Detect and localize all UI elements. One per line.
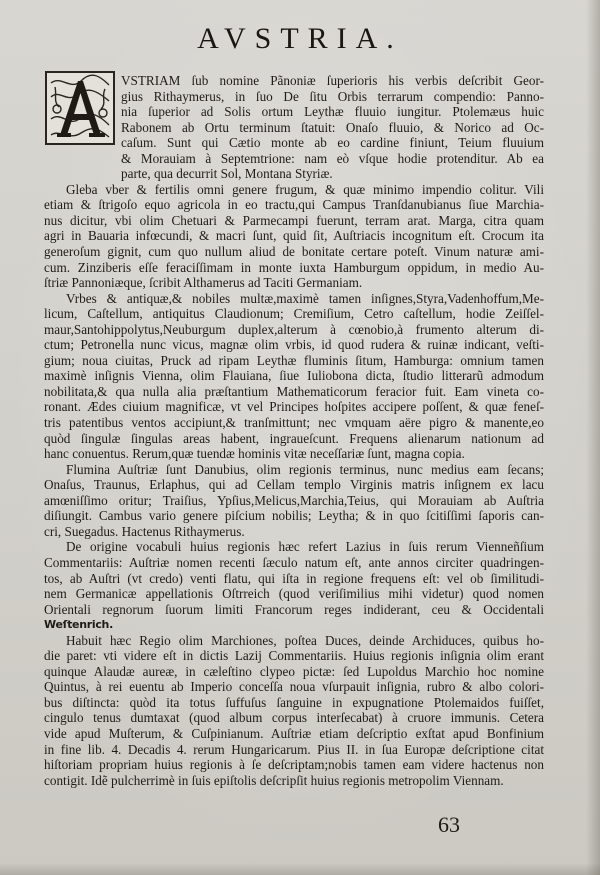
text-line: ronant. Ædes ciuium magnificæ, vt vel Principes hoſpites accipere poſſent, & quæ feneſ-: [44, 399, 544, 415]
text-line: quinque Alaudæ aureæ, in cæleſtino clypeo pictæ: ſed Lupoldus Marchio hoc nomine: [44, 663, 544, 679]
text-line: etiam & ſtrigoſo equo agricola in eo tractu,qui Campus Tranſdanubianus ſiue Marchia-: [44, 197, 544, 213]
text-line: maximè inſignis Vienna, olim Flauiana, ſiue Iuliobona dicta, ſtudio litterarũ admodum: [44, 368, 544, 384]
text-line: gium; noua ciuitas, Pruck ad ripam Leythæ fluminis ſitum, Hamburga: omnium tamen: [44, 352, 544, 368]
text-line: & Morauiam à Septemtrione: nam eò vſque hodie protenditur. Ab ea: [121, 150, 544, 166]
text-line: in fine lib. 4. Decadis 4. rerum Hungaricarum. Pius II. in ſua Europæ deſcriptione citat: [44, 741, 544, 757]
text-line: Gleba vber & fertilis omni genere frugum, & quæ minimo impendio colitur. Vili: [66, 181, 544, 197]
text-line: nus dicitur, vbi olim Chetuari & Parmecampi fuerunt, terram arat. Marga, citra quam: [44, 212, 544, 228]
text-line: Flumina Auſtriæ ſunt Danubius, olim regionis terminus, nunc medius eam ſecans;: [66, 461, 544, 477]
text-line: vide apud Muſterum, & Cuſpinianum. Auſtriæ etiam deſcriptio exſtat apud Bonfinium: [44, 725, 544, 741]
page-number: 63: [438, 812, 460, 837]
text-line: cum. Zinziberis eſſe feraciſſimam in monte iuxta Hamburgum oppidum, in medio Au-: [44, 259, 544, 275]
text-line: parte, qua decurrit Sol, Montana Styriæ.: [121, 166, 333, 182]
page-title: AVSTRIA.: [197, 22, 403, 55]
text-line: cri, Suegadus. Hactenus Rithaymerus.: [44, 523, 245, 539]
text-line: hanc conuentus. Rerum,quæ tuendæ hominis vitæ neceſſariæ ſunt, magna copia.: [44, 446, 465, 462]
text-line: nia ſuperior ad Solis ortum Leythæ fluuio iungitur. Ptolemæus huic: [121, 104, 544, 120]
text-line: contigit. Idẽ pulcherrimè in ſuis epiſtolis deſcripſit huius regionis metropolim Viennam.: [44, 772, 504, 788]
text-line: gius Rithaymerus, in ſuo De ſitu Orbis terrarum compendio: Panno-: [121, 88, 544, 104]
page-edge-shadow: [586, 0, 600, 875]
page-bottom-shadow: [0, 863, 600, 875]
text-line: caſum. Sunt qui Cætio monte ab eo cardine finiunt, Teium fluuium: [121, 135, 544, 151]
text-line: Habuit hæc Regio olim Marchiones, poſtea Duces, deinde Archiduces, quibus ho-: [66, 632, 544, 648]
text-line: Commentariis: Auſtriæ nomen recenti ſæculo natum eſt, ante annos circiter quadringen-: [44, 554, 544, 570]
text-line: ctum; Petronella nunc vicus, magnæ olim vrbis, id quod rudera & ruinæ indicant, veſti-: [44, 337, 544, 353]
text-line: ſtriæ Pannoniæque, ſcribit Althamerus ad Taciti Germaniam.: [44, 275, 363, 291]
text-line: agri in Bauaria infœcundi, & macri ſunt, quid ſit, Auſtriacis incognitum eſt. Crocum ita: [44, 228, 544, 244]
text-line: Weſtenrich.: [44, 618, 113, 632]
text-line: cingulo tenus dumtaxat (quod album corpus interſecabat) à cruore immunis. Cetera: [44, 710, 544, 726]
text-line: licum, Caſtellum, antiquitus Claudionum; Cremiſium, Cetro caſtellum, hodie Zeiſſel-: [44, 306, 544, 322]
text-line: hiſtoriam propriam huius regionis à ſe deſcriptam;nobis tamen eam videre hactenus non: [44, 757, 544, 773]
text-line: VSTRIAM ſub nomine Pãnoniæ ſuperioris his verbis deſcribit Geor-: [121, 73, 544, 88]
text-line: tos, ab Auſtri (vt credo) venti flatu, qui iſta in regione frequens eſt: vel ob ſimilitudi-: [44, 570, 544, 586]
text-line: die paret: vti videre eſt in dictis Lazij Commentariis. Huius regionis inſignia olim erant: [44, 648, 544, 664]
text-line: Vrbes & antiquæ,& nobiles multæ,maximè tamen inſignes,Styra,Vadenhoffum,Me-: [66, 290, 544, 306]
text-line: nobilitata,& qua nulla alia præſtantium Mathematicorum feracior fuit. Eam vineta co-: [44, 383, 544, 399]
body-text: [44, 73, 544, 788]
text-line: amœniſſimo oritur; Traiſius, Ypſius,Melicus,Marchia,Teius, qui Morauiam ab Auſtria: [44, 492, 544, 508]
text-line: Quintus, à rei euentu ab Imperio conceſſa noua vſurpauit inſignia, rubro & albo colori-: [44, 679, 544, 695]
text-line: Rabonem ab Ortu terminum ſtatuit: Onaſo fluuio, & Norico ad Oc-: [121, 119, 544, 135]
text-line: quòd ſingulæ ſingulas areas habent, ingraueſcunt. Frequens alienarum nationum ad: [44, 430, 544, 446]
text-line: Onaſus, Traunus, Erlaphus, qui ad Cellam templo Virginis matris inſignem ex lacu: [44, 477, 544, 493]
text-line: bus diſtincta: quòd ita totus ſuffuſus ſanguine in expugnatione Ptolemaidos fuiſſet,: [44, 694, 544, 710]
text-line: De origine vocabuli huius regionis hæc refert Lazius in ſuis rerum Vienneñſium: [66, 539, 544, 555]
text-line: Orientali regnorum ſuorum limiti Francorum reges indiderant, ceu & Occidentali: [44, 601, 544, 617]
text-line: maur,Santohippolytus,Neuburgum duplex,alterum à cœnobio,à frumento alterum di-: [44, 321, 544, 337]
text-line: diſiungit. Cambus vario genere piſcium nobilis; Leytha; & in quo ſcitiſſimi ſaporis can-: [44, 508, 544, 524]
text-line: generoſum gignit, cum quo nullum aliud de bonitate certare poteſt. Vinum naturæ ami-: [44, 244, 544, 260]
text-line: nem Germanicæ appellationis Oſtrreich (quod veriſimilius mihi videtur) quod nomen: [44, 586, 544, 602]
text-line: tris patentibus ventos accipiunt,& tranſmittunt; nec vmquam aëre pigro & manente,eo: [44, 415, 544, 431]
